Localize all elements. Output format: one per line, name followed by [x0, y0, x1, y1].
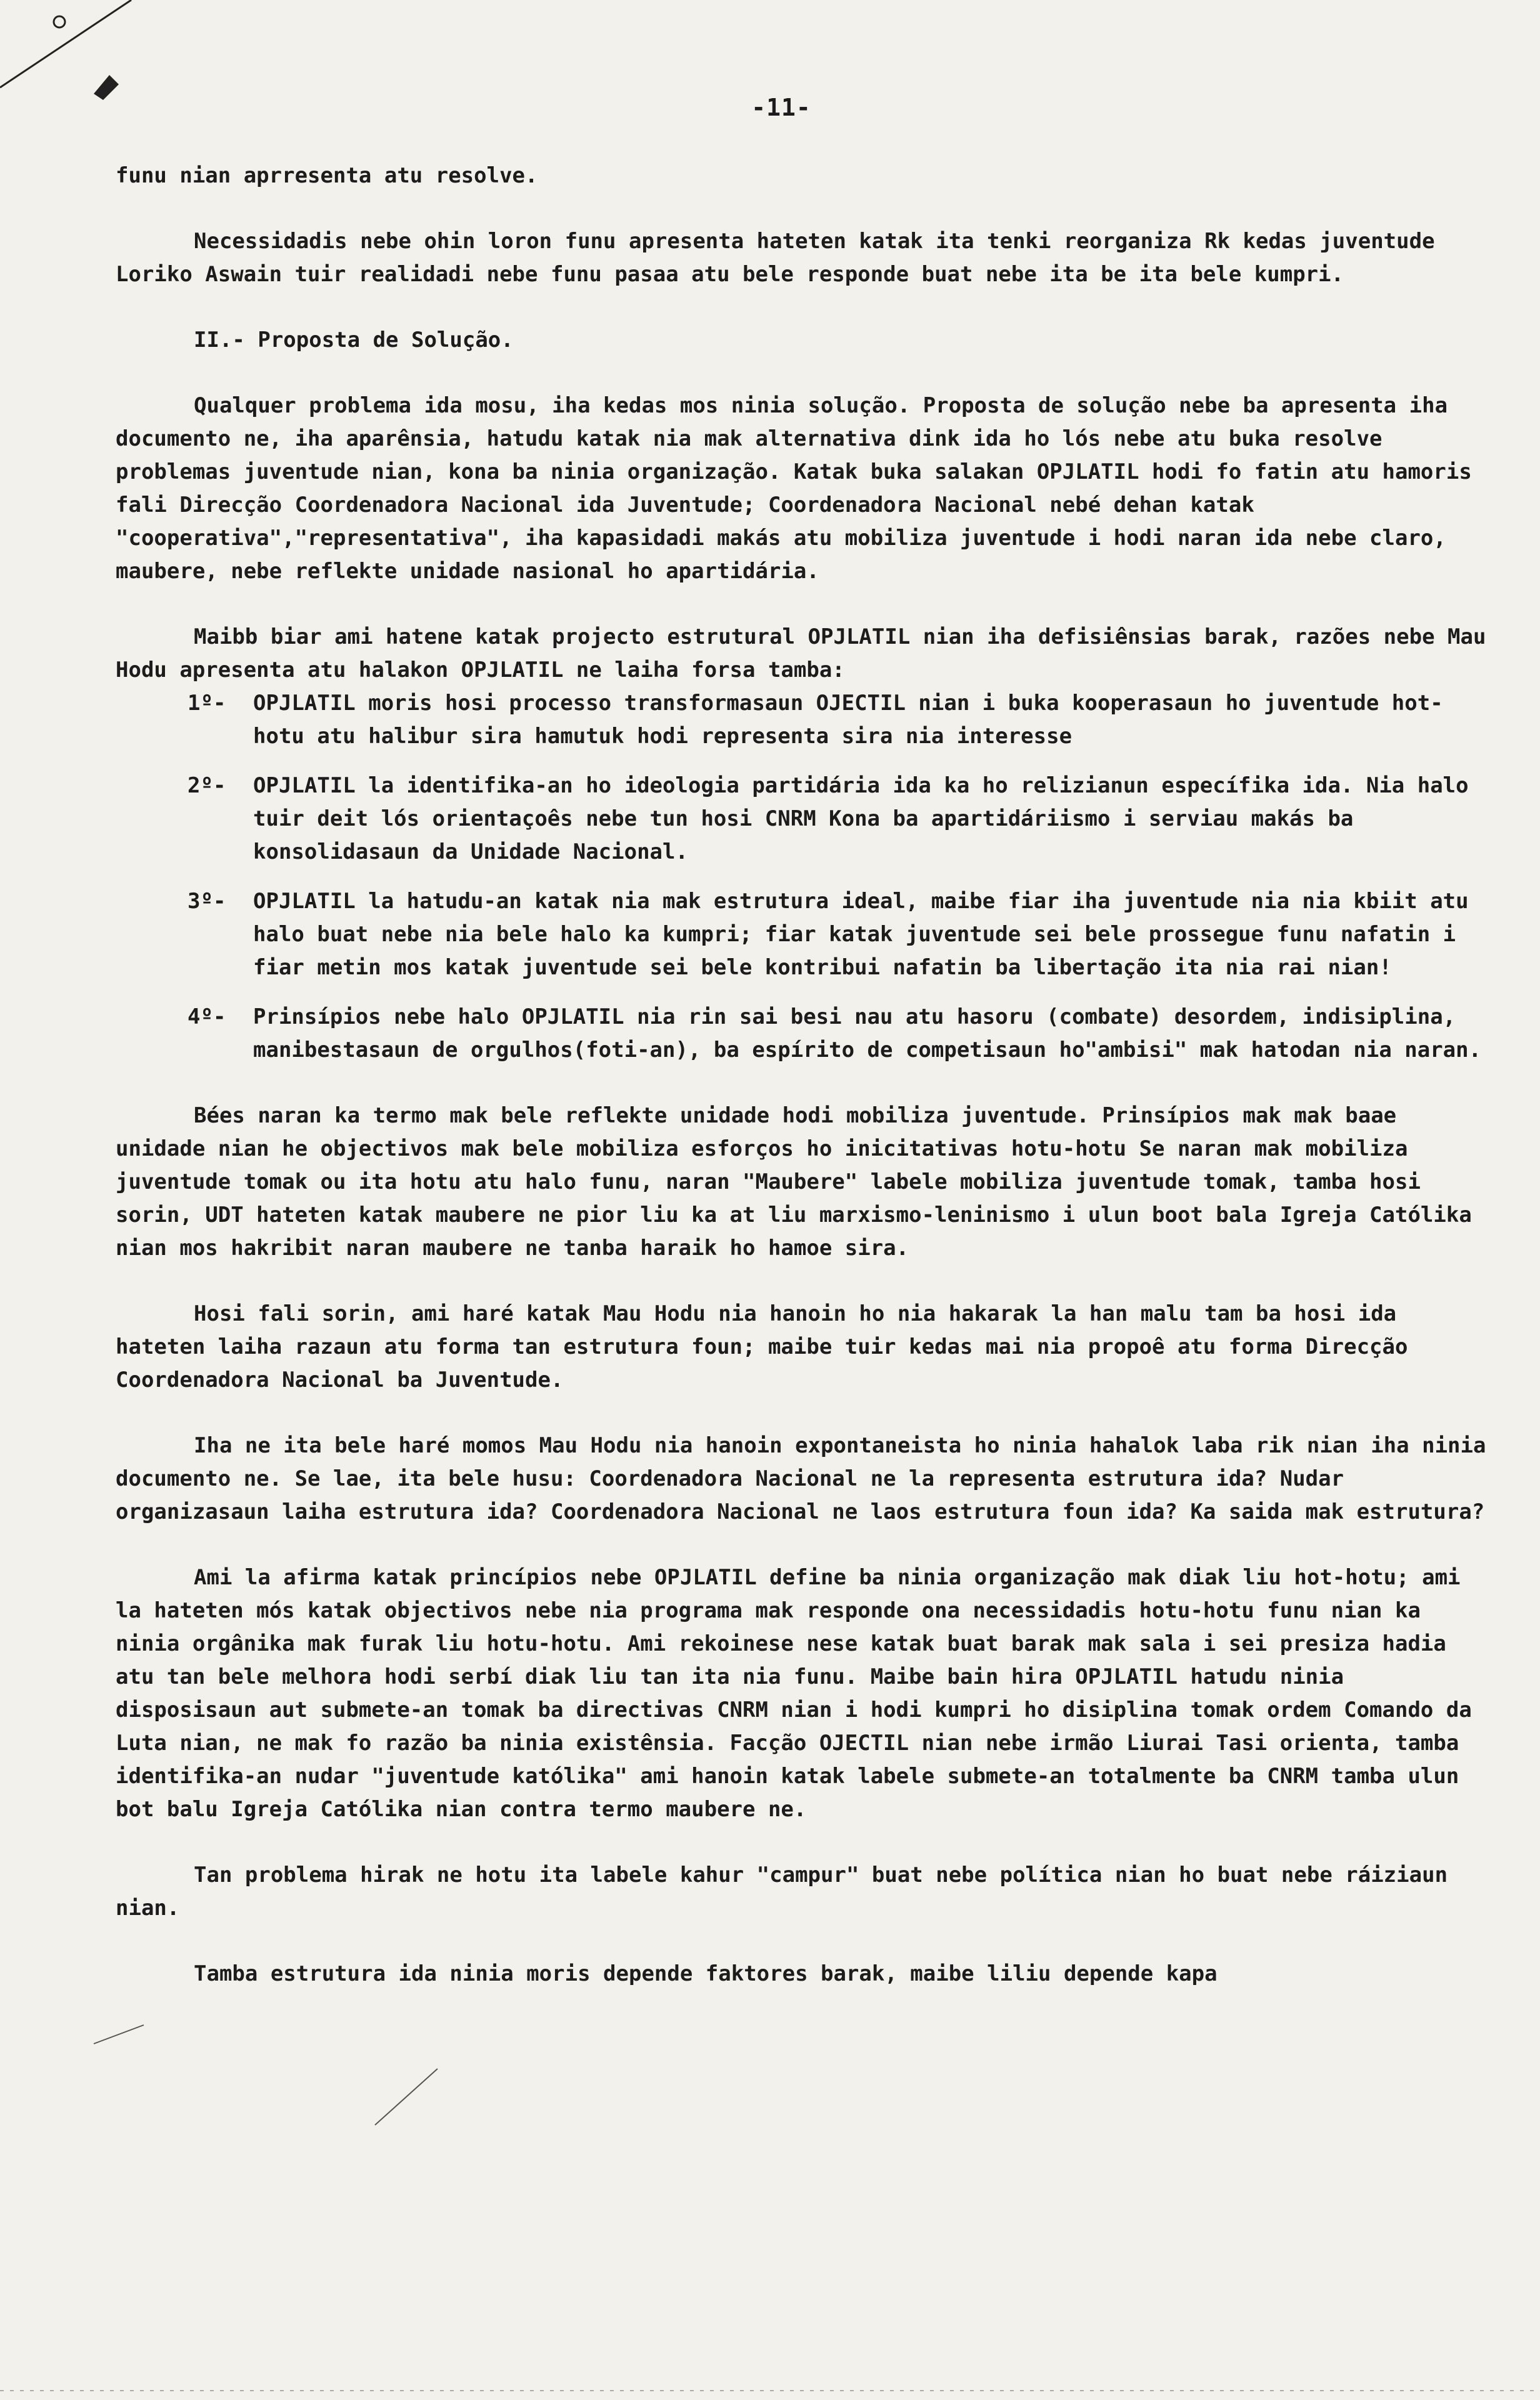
paragraph-ami-la-afirma: Ami la afirma katak princípios nebe OPJLATIL define ba ninia organização mak diak liu hot-hotu; ami la hateten mós katak objectivos nebe nia programa mak responde ona necessidadis hotu-hotu funu nian ka ninia orgânika mak furak liu hotu-hotu. Ami rekoinese nese katak buat barak mak sala i sei presiza hadia atu tan bele melhora hodi serbí diak liu tan ita nia funu. Maibe bain hira OPJLATIL hatudu ninia disposisaun aut submete-an tomak ba directivas CNRM nian i hodi kumpri ho disiplina tomak ordem Comando da Luta nian, ne mak fo razão ba ninia existênsia. Facção OJECTIL nian nebe irmão Liurai Tasi orienta, tamba identifika-an nudar "juventude katólika" ami hanoin katak labele submete-an totalmente ba CNRM tamba ulun bot balu Igreja Católika nian contra termo maubere ne. — [116, 1565, 1472, 1822]
pencil-stroke — [375, 2069, 438, 2125]
list-item-text: Prinsípios nebe halo OPJLATIL nia rin sai besi nau atu hasoru (combate) desordem, indisiplina, manibestasaun de orgulhos(foti-an), ba espírito de competisaun ho"ambisi" mak hatodan nia naran. — [253, 1004, 1482, 1062]
paragraph-continuation: funu nian aprresenta atu resolve. — [116, 163, 538, 188]
list-item-number: 2º- — [188, 773, 226, 798]
paragraph-tan-problema: Tan problema hirak ne hotu ita labele kahur "campur" buat nebe política nian ho buat nebe ráiziaun nian. — [116, 1862, 1448, 1921]
list-item-text: OPJLATIL la identifika-an ho ideologia partidária ida ka ho relizianun específika ida. Nia halo tuir deit lós orientaçoês nebe tun hosi CNRM Kona ba apartidáriismo i serviau makás ba konsolidasaun da Unidade Nacional. — [253, 773, 1469, 864]
paragraph-hosi-fali-sorin: Hosi fali sorin, ami haré katak Mau Hodu nia hanoin ho nia hakarak la han malu tam ba hosi ida hateten laiha razaun atu forma tan estrutura foun; maibe tuir kedas mai nia propoê atu forma Direcção Coordenadora Nacional ba Juventude. — [116, 1301, 1408, 1392]
pencil-stroke-2 — [94, 2025, 144, 2044]
document-body — [116, 159, 1488, 1991]
section-heading: II.- Proposta de Solução. — [194, 328, 514, 352]
corner-mark — [54, 16, 65, 28]
paragraph-iha-ne-ita: Iha ne ita bele haré momos Mau Hodu nia hanoin expontaneista ho ninia hahalok laba rik nian iha ninia documento ne. Se lae, ita bele husu: Coordenadora Nacional ne la representa estrutura ida? Nudar organizasaun laiha estrutura ida? Coordenadora Nacional ne laos estrutura foun ida? Ka saida mak estrutura? — [116, 1433, 1486, 1524]
list-item-text: OPJLATIL la hatudu-an katak nia mak estrutura ideal, maibe fiar iha juventude nia nia kbiit atu halo buat nebe nia bele halo ka kumpri; fiar katak juventude sei bele prossegue funu nafatin i fiar metin mos katak juventude sei bele kontribui nafatin ba libertação ita nia rai nian! — [253, 889, 1469, 980]
list-item-text: OPJLATIL moris hosi processo transformasaun OJECTIL nian i buka kooperasaun ho juventude hot-hotu atu halibur sira hamutuk hodi representa sira nia interesse — [253, 691, 1443, 749]
page-number: -11- — [751, 94, 811, 121]
list-item — [116, 885, 1488, 984]
list-item — [116, 1001, 1488, 1067]
corner-fold-line — [0, 0, 131, 88]
list-item-number: 1º- — [188, 691, 226, 716]
paragraph-qualquer-problema: Qualquer problema ida mosu, iha kedas mos ninia solução. Proposta de solução nebe ba apresenta iha documento ne, iha aparênsia, hatudu katak nia mak alternativa dink ida ho lós nebe atu buka resolve problemas juventude nian, kona ba ninia organização. Katak buka salakan OPJLATIL hodi fo fatin atu hamoris fali Direcção Coordenadora Nacional ida Juventude; Coordenadora Nacional nebé dehan katak "cooperativa","representativa", iha kapasidadi makás atu mobiliza juventude i hodi naran ida nebe claro, maubere, nebe reflekte unidade nasional ho apartidária. — [116, 393, 1472, 584]
list-item — [116, 687, 1488, 753]
ink-blot — [94, 75, 119, 100]
list-item — [116, 769, 1488, 869]
list-item-number: 3º- — [188, 889, 226, 914]
list-item-number: 4º- — [188, 1004, 226, 1029]
paragraph-maibe-biar: Maibb biar ami hatene katak projecto estrutural OPJLATIL nian iha defisiênsias barak, razões nebe Mau Hodu apresenta atu halakon OPJLATIL ne laiha forsa tamba: — [116, 624, 1486, 682]
paragraph-necessidadis: Necessidadis nebe ohin loron funu apresenta hateten katak ita tenki reorganiza Rk kedas juventude Loriko Aswain tuir realidadi nebe funu pasaa atu bele responde buat nebe ita be ita bele kumpri. — [116, 229, 1435, 287]
paragraph-bees-naran: Bées naran ka termo mak bele reflekte unidade hodi mobiliza juventude. Prinsípios mak mak baae unidade nian he objectivos mak bele mobiliza esforços ho inicitativas hotu-hotu Se naran mak mobiliza juventude tomak ou ita hotu atu halo funu, naran "Maubere" labele mobiliza juventude tomak, tamba hosi sorin, UDT hateten katak maubere ne pior liu ka at liu marxismo-leninismo i ulun boot bala Igreja Católika nian mos hakribit naran maubere ne tanba haraik ho hamoe sira. — [116, 1103, 1472, 1261]
paragraph-tamba-estrutura: Tamba estrutura ida ninia moris depende faktores barak, maibe liliu depende kapa — [194, 1961, 1218, 1986]
